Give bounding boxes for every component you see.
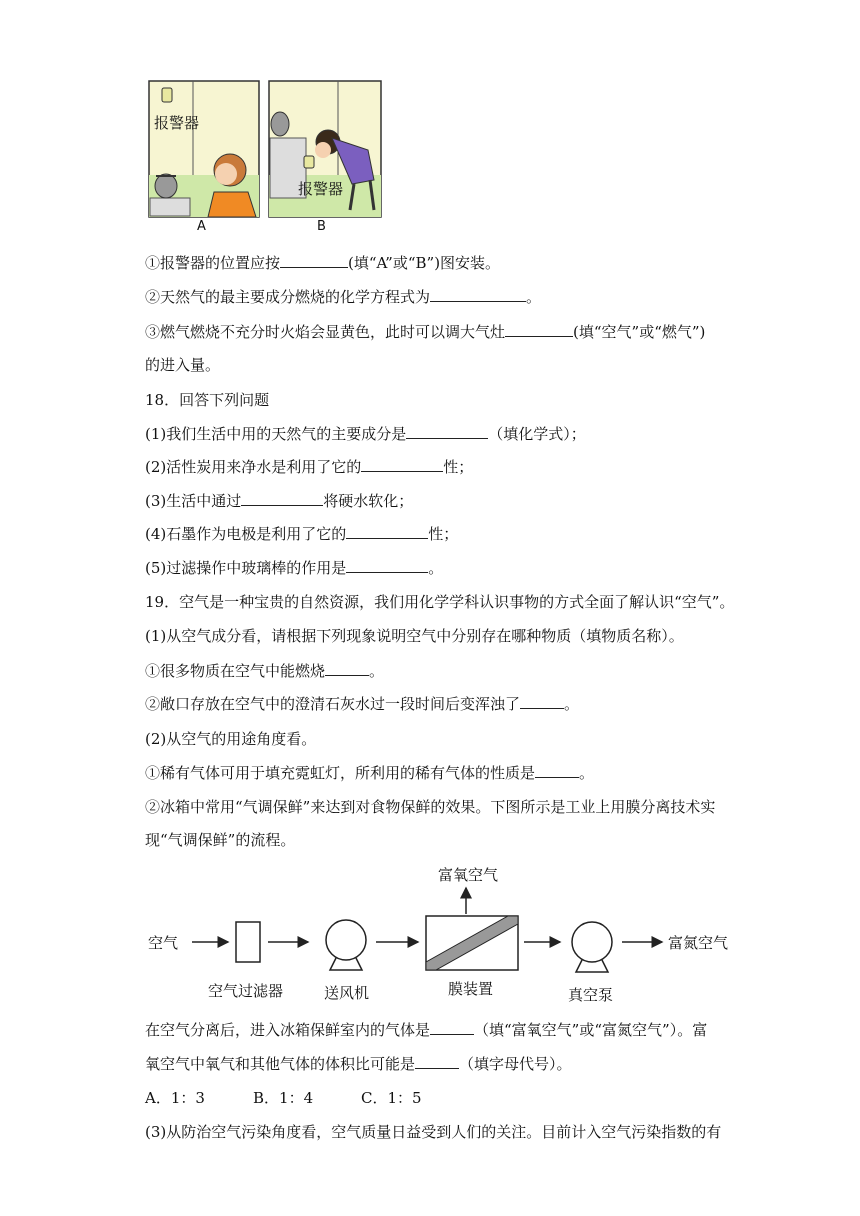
q19-options	[145, 1088, 469, 1108]
flow-label-pump: 真空泵	[568, 986, 614, 1004]
flow-label-filter: 空气过滤器	[208, 982, 284, 1000]
q19-section-3: (3)从防治空气污染角度看，空气质量日益受到人们的关注。目前计入空气污染指数的有	[145, 1123, 722, 1141]
q18-title: 18．回答下列问题	[145, 391, 270, 409]
q17-item-3-cont: 的进入量。	[145, 356, 221, 374]
alarm-label-a: 报警器	[154, 114, 200, 132]
alarm-label-b: 报警器	[298, 180, 344, 198]
q19-section-1: (1)从空气成分看，请根据下列现象说明空气中分别存在哪种物质（填物质名称）。	[145, 627, 684, 645]
alarm-picture-b	[268, 80, 382, 218]
alarm-picture-a	[148, 80, 260, 218]
answer-blank[interactable]	[280, 253, 348, 268]
q19-item-2d: 氧空气中氧气和其他气体的体积比可能是 （填字母代号）。	[145, 1055, 572, 1073]
flow-label-nitrogen-rich: 富氮空气	[668, 934, 729, 952]
q19-item-1b: ②敞口存放在空气中的澄清石灰水过一段时间后变浑浊了 。	[145, 695, 580, 713]
answer-blank[interactable]	[535, 763, 579, 778]
caption-b: B	[317, 219, 326, 234]
fan-icon	[326, 920, 366, 960]
q17-item-3: ③燃气燃烧不充分时火焰会显黄色，此时可以调大气灶 (填“空气”或“燃气”)	[145, 323, 706, 341]
q19-item-2b-cont: 现“气调保鲜”的流程。	[145, 831, 296, 849]
q19-item-2b: ②冰箱中常用“气调保鲜”来达到对食物保鲜的效果。下图所示是工业上用膜分离技术实	[145, 798, 716, 816]
q18-part-3: (3)生活中通过 将硬水软化；	[145, 492, 414, 510]
answer-blank[interactable]	[406, 424, 488, 439]
answer-blank[interactable]	[346, 524, 428, 539]
answer-blank[interactable]	[520, 694, 564, 709]
q18-part-2: (2)活性炭用来净水是利用了它的 性；	[145, 458, 474, 476]
q19-section-2: (2)从空气的用途角度看。	[145, 730, 317, 748]
answer-blank[interactable]	[346, 558, 428, 573]
flow-label-fan: 送风机	[324, 984, 370, 1002]
answer-blank[interactable]	[505, 322, 573, 337]
q17-item-1: ①报警器的位置应按 (填“A”或“B”)图安装。	[145, 254, 501, 272]
option-c[interactable]: C．1：5	[361, 1089, 422, 1107]
flow-diagram	[140, 858, 740, 1008]
answer-blank[interactable]	[415, 1054, 459, 1069]
q19-item-2c: 在空气分离后，进入冰箱保鲜室内的气体是 （填“富氧空气”或“富氮空气”）。富	[145, 1021, 708, 1039]
q17-item-2: ②天然气的最主要成分燃烧的化学方程式为 。	[145, 288, 542, 306]
caption-a: A	[197, 219, 206, 234]
q19-item-2a: ①稀有气体可用于填充霓虹灯，所利用的稀有气体的性质是 。	[145, 764, 595, 782]
pump-icon	[572, 922, 612, 962]
flow-label-membrane: 膜装置	[448, 980, 494, 998]
q19-item-1a: ①很多物质在空气中能燃烧 。	[145, 662, 385, 680]
q18-part-4: (4)石墨作为电极是利用了它的 性；	[145, 525, 459, 543]
option-a[interactable]: A．1：3	[145, 1089, 205, 1107]
answer-blank[interactable]	[430, 1020, 474, 1035]
q19-title: 19．空气是一种宝贵的自然资源，我们用化学学科认识事物的方式全面了解认识“空气”。	[145, 593, 735, 611]
answer-blank[interactable]	[325, 661, 369, 676]
answer-blank[interactable]	[361, 457, 443, 472]
q18-part-5: (5)过滤操作中玻璃棒的作用是 。	[145, 559, 444, 577]
answer-blank[interactable]	[430, 287, 526, 302]
answer-blank[interactable]	[241, 491, 323, 506]
option-b[interactable]: B．1：4	[253, 1089, 314, 1107]
filter-box	[236, 922, 260, 962]
flow-label-air: 空气	[148, 934, 179, 952]
flow-label-oxygen-rich: 富氧空气	[438, 866, 499, 884]
q18-part-1: (1)我们生活中用的天然气的主要成分是 （填化学式）；	[145, 425, 586, 443]
